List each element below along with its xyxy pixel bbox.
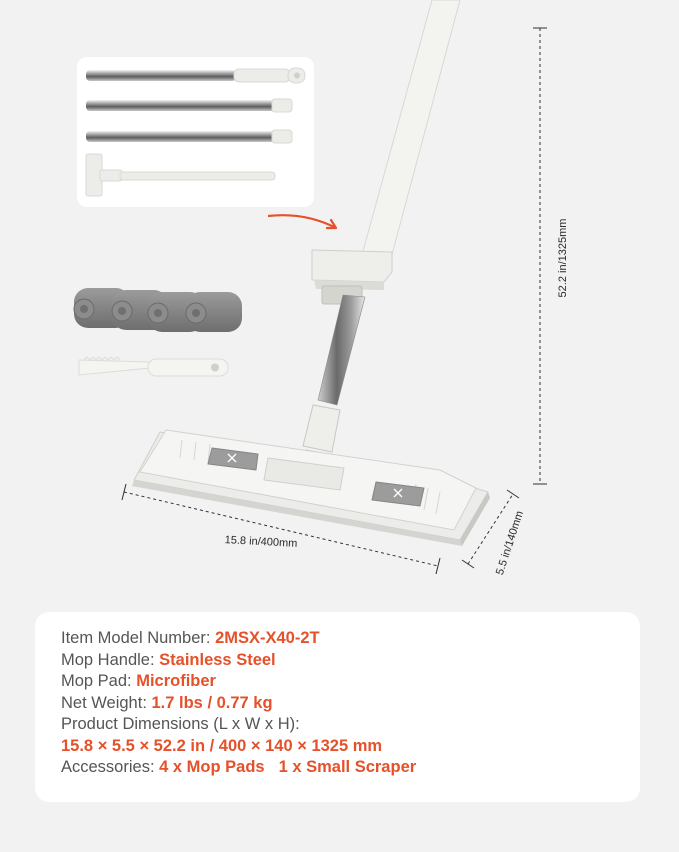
pole-segment-middle xyxy=(86,99,292,112)
spec-handle xyxy=(61,650,640,672)
spec-accessories-item-1: 4 x Mop Pads xyxy=(159,758,265,776)
spec-model-value: 2MSX-X40-2T xyxy=(215,629,320,647)
pole-segment-top xyxy=(86,68,305,83)
spec-accessories xyxy=(61,757,640,779)
spec-model xyxy=(61,628,640,650)
spec-weight-value: 1.7 lbs / 0.77 kg xyxy=(151,693,273,712)
spec-handle-label: Mop Handle: xyxy=(61,650,155,669)
spec-card xyxy=(35,612,640,802)
length-dimension-label: 15.8 in/400mm xyxy=(224,534,298,550)
spec-weight xyxy=(61,693,640,715)
spec-accessories-label: Accessories: xyxy=(61,758,155,776)
spec-pad xyxy=(61,671,640,693)
mop-handle xyxy=(296,0,460,480)
height-dimension-label: 52.2 in/1325mm xyxy=(557,218,569,298)
pole-segment-lower xyxy=(86,130,292,143)
spec-model-label: Item Model Number: xyxy=(61,629,211,647)
spec-dimensions-value: 15.8 × 5.5 × 52.2 in / 400 × 140 × 1325 mm xyxy=(61,736,383,755)
assembly-arrow-icon xyxy=(268,215,336,228)
width-dimension-label: 5.5 in/140mm xyxy=(493,509,527,577)
mop-pads xyxy=(74,288,242,332)
spec-dimensions xyxy=(61,714,640,736)
small-scraper xyxy=(79,357,228,376)
spec-pad-label: Mop Pad: xyxy=(61,672,132,690)
mop-pad-4 xyxy=(186,292,242,332)
spec-pad-value: Microfiber xyxy=(136,672,216,690)
spec-weight-label: Net Weight: xyxy=(61,693,147,712)
spec-dimensions-label: Product Dimensions (L x W x H): xyxy=(61,715,300,733)
spec-dimensions-row xyxy=(61,736,640,758)
spec-handle-value: Stainless Steel xyxy=(159,650,276,669)
spec-accessories-item-2: 1 x Small Scraper xyxy=(278,758,417,776)
parts-box xyxy=(77,57,314,207)
